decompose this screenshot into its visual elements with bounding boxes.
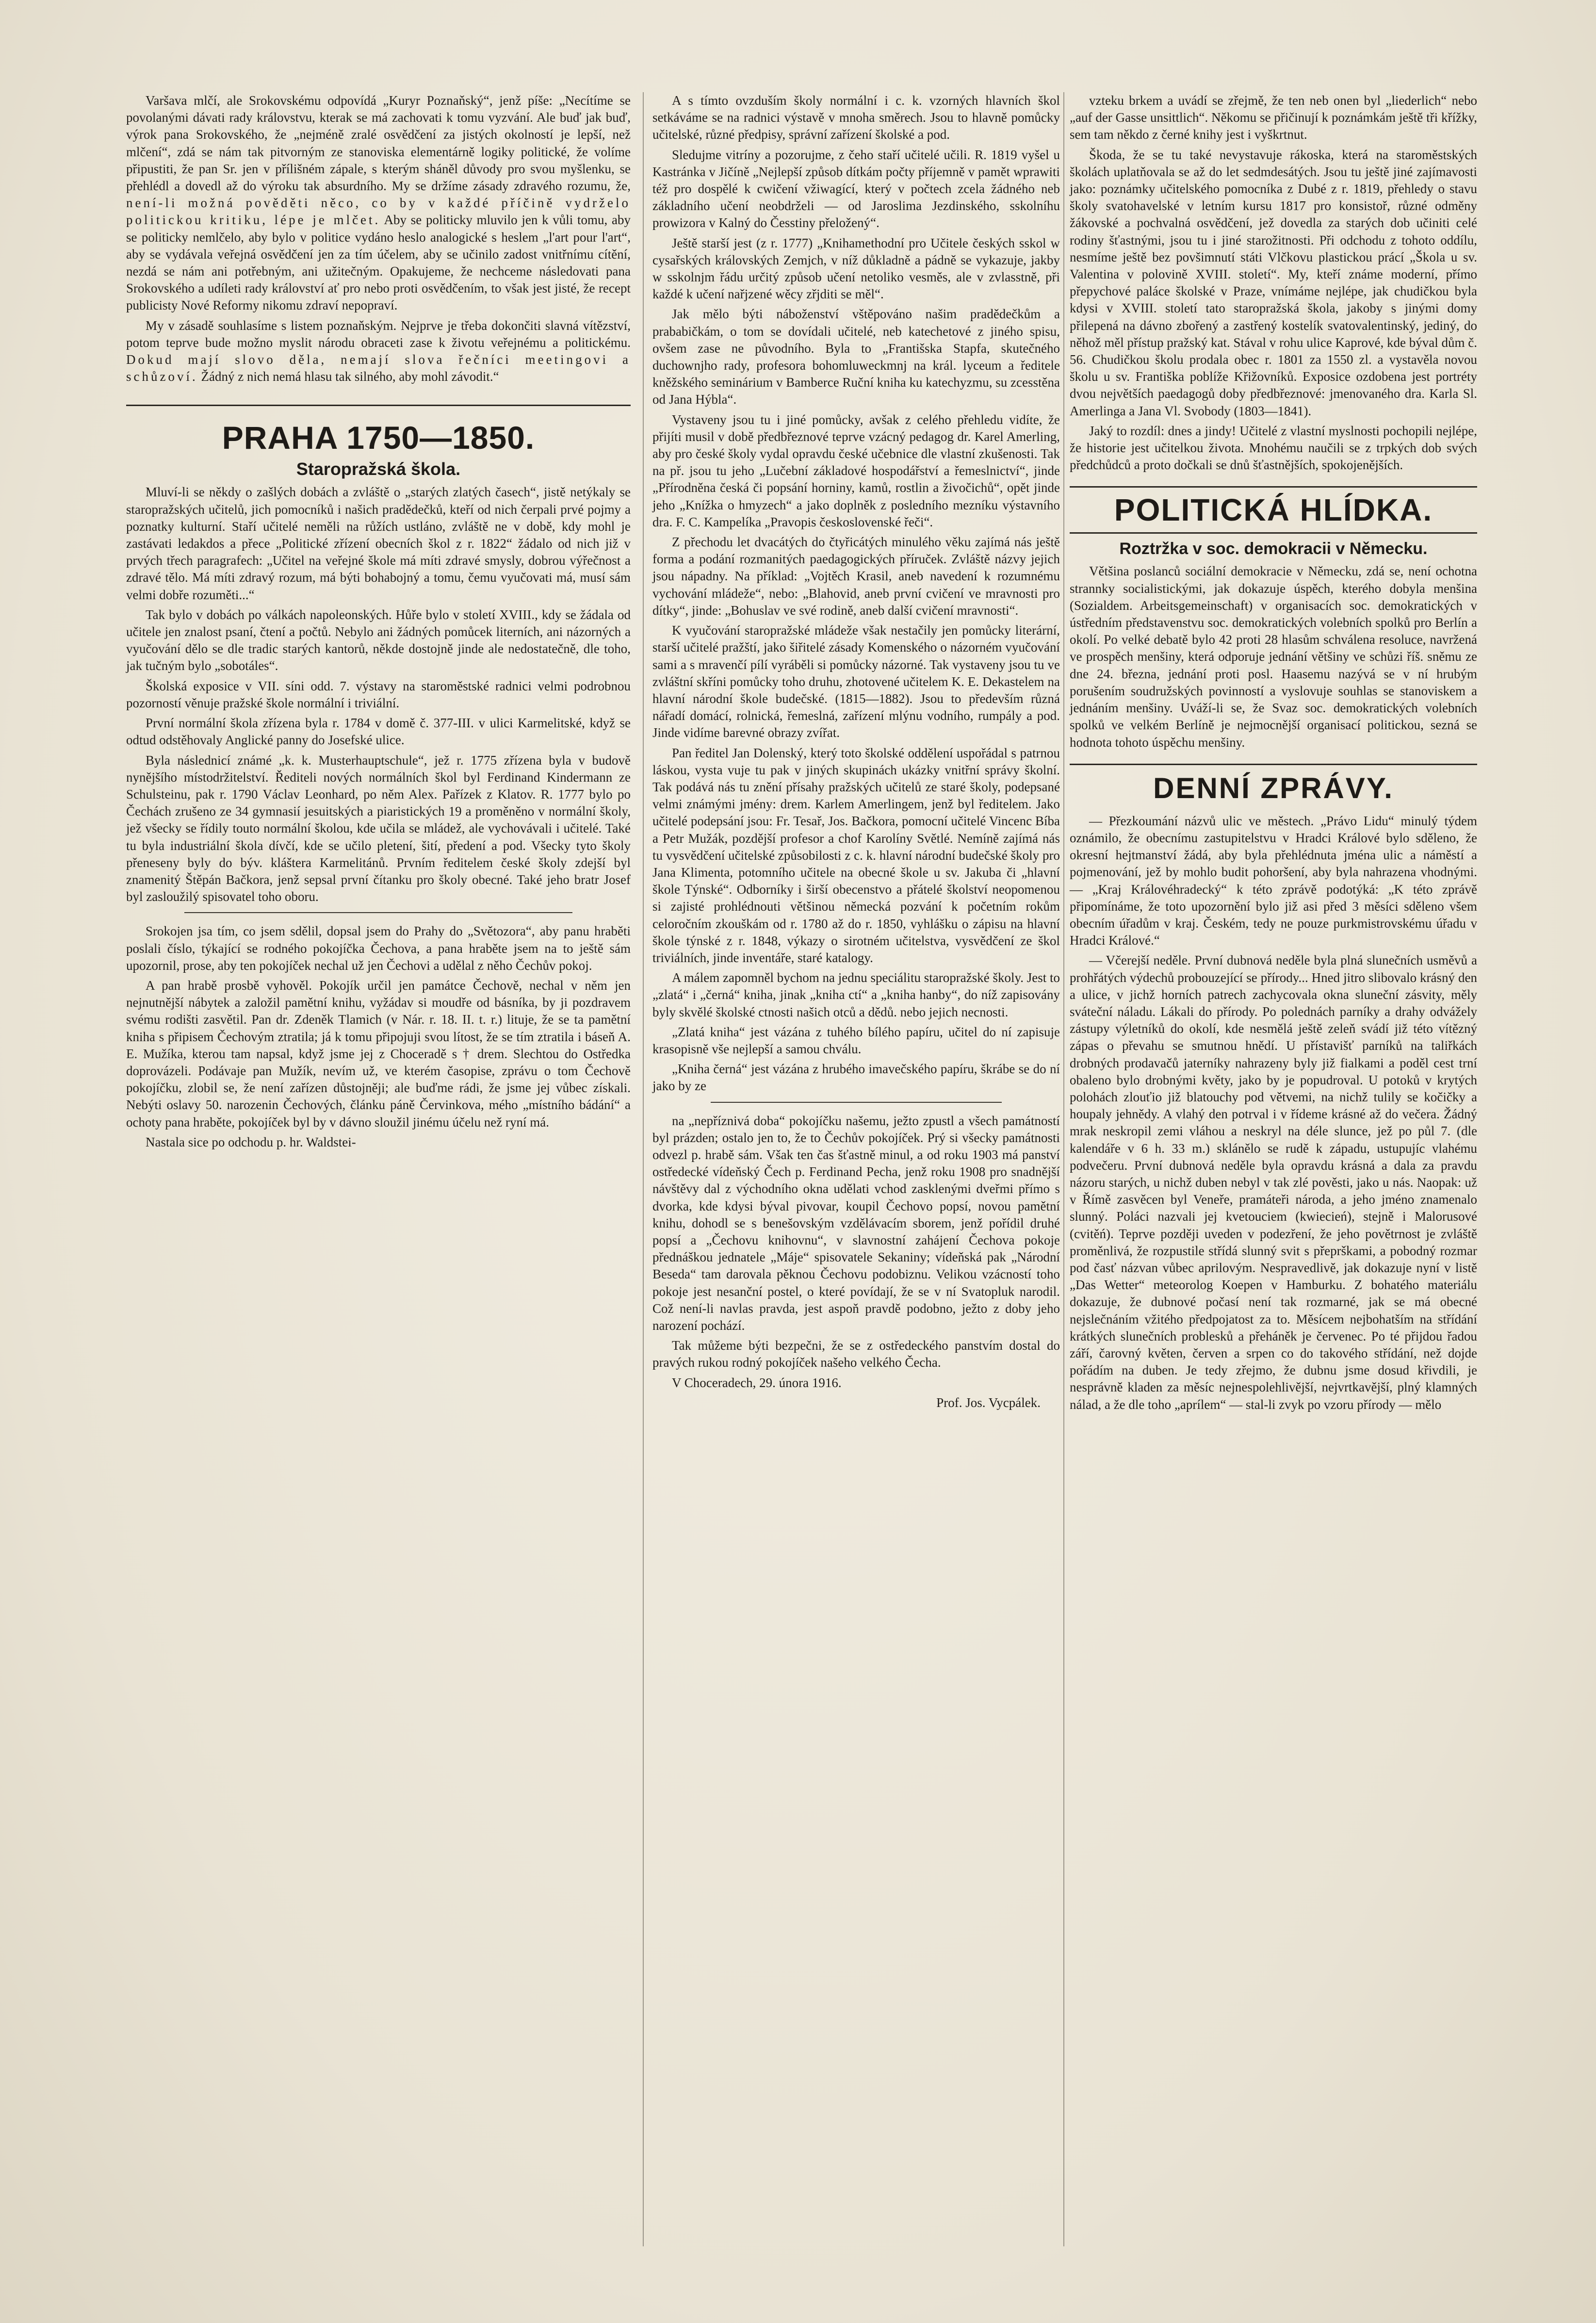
paragraph: Z přechodu let dvacátých do čtyřicátých minulého věku zajímá nás ještě forma a podání rozmanitých paedagogických příruček. Zvláště názvy jejich jsou nápadny. Na příklad: „Vojtěch Krasil, aneb navedení k rozumnému vychování mládeže“, nebo: „Blahovid, aneb první cvičení ve mravnosti pro dítky“, jinde: „Bohuslav ve své rodině, aneb další cvičení mravnosti“. <box>652 535 1060 618</box>
paragraph: Mluví-li se někdy o zašlých dobách a zvláště o „starých zlatých časech“, jistě netýkaly se staropražských učitelů, jich pomocníků i našich pradědečků, kteří od nich čerpali prvé pojmy a poznatky kulturní. Staří učitelé neměli na růžích ustláno, zvláště ne v době, kdy mohl je zastávati ledakdos a přece „Politické zřízení obecních škol z r. 1822“ žádalo od nich již v prvých třech paragrafech: „Učitel na veřejné škole má míti zdravé smysly, dobrou výřečnost a zdravé tělo. Má míti zdravý rozum, má býti bohabojný a tomu, čemu vyučovati má, musí sám velmi dobře rozuměti...“ <box>126 485 631 602</box>
column-2 <box>652 92 1060 1414</box>
column-1 <box>126 92 631 1154</box>
author-signature: Prof. Jos. Vycpálek. <box>936 1395 1041 1410</box>
paragraph: Vystaveny jsou tu i jiné pomůcky, avšak z celého přehledu vidíte, že přijíti musil v době předbřeznové teprve vzácný pedagog dr. Karel Amerling, aby pro české školy vydal opravdu české učebnice dle vlastní zkušenosti. Tak na př. jsou tu jeho „Lučební základové hospodářství a řemeslnictví“, jinde „Přírodněna česká či popsání horniny, kamů, rostlin a živočichů“, opět jinde jeho „Knížka o hmyzech“ a jako doplněk z posledního mezníku výstavního dra. F. C. Kampelíka „Pravopis československé řeči“. <box>652 412 1060 529</box>
paragraph: První normální škola zřízena byla r. 1784 v domě č. 377-III. v ulici Karmelitské, když se odtud odstěhovaly Anglické panny do Josefské ulice. <box>126 716 631 748</box>
section-banner-politics: POLITICKÁ HLÍDKA. <box>1070 486 1477 534</box>
article-subheading: Staropražská škola. <box>296 459 461 479</box>
paragraph: Většina poslanců sociální demokracie v Německu, zdá se, není ochotna strannky socialistickými, jak dokazuje úspěch, kterého dobyla menšina (Sozialdem. Arbeitsgemeinschaft) v organisacích soc. demokratických v ústředním představenstvu soc. demokratických volebních spolků pro Berlín a okolí. Po velké debatě bylo 42 proti 28 hlasům schválena resoluce, navržená ve prospěch menšiny, která odporuje jednání většiny ve schůzi říš. sněmu ze dne 24. března, jednání proti posl. Haasemu nazývá se v ní hrubým porušením soudružských povinností a vyslovuje souhlas se stanoviskem a jednáním menšiny. Uváží-li se, že Svaz soc. demokratických volebních spolků ve velkém Berlíně je nejmocnější organisací politickou, sezná se hodnota tohoto úspěchu menšiny. <box>1070 564 1477 750</box>
article-heading: Roztržka v soc. demokracii v Německu. <box>1119 540 1428 558</box>
paragraph: Pan ředitel Jan Dolenský, který toto školské oddělení uspořádal s patrnou láskou, vysta vuje tu pak v jiných skupinách ukázky vnitřní správy školní. Tak podává nás tu znění přísahy pražských učitelů ze staré školy, podepsané velmi známými jmény: drem. Karlem Amerlingem, jenž byl ředitelem. Jako učitelé podepsání jsou: Fr. Tesař, Jos. Bačkora, pomocní učitelé Vincenc Bíba a Petr Mužák, pozdější profesor a chof Karolíny Světlé. Nemíně zajímá nás tu vysvědčení učitelské způsobilosti z c. k. hlavní národní budečské školy pro Jana Klimenta, potomního učitele na obecné škole u sv. Jakuba či „hlavní škole Týnské“. Odborníky i širší obecenstvo a přátelé školství neopomenou si zajisté prohlédnouti většinou německá pozvání k početním rokům celoročním zkouškám od r. 1780 až do r. 1850, vyhlášku o zápisu na hlavní škole týnské z r. 1848, výkazy o sirotném učitelstva, vysvědčení ze škol triviálních, jinde inventáře, staré katalogy. <box>652 745 1060 965</box>
section-divider <box>711 1102 1002 1103</box>
section-divider <box>184 912 572 913</box>
paragraph: Školská exposice v VII. síni odd. 7. výstavy na staroměstské radnici velmi podrobnou pozorností věnuje pražské škole normální i triviální. <box>126 678 631 710</box>
paragraph: — Přezkoumání názvů ulic ve městech. „Právo Lidu“ minulý týdem oznámilo, že obecnímu zastupitelstvu v Hradci Králové bylo sděleno, že okresní hejtmanství žádá, aby byla přehlédnuta jména ulic a náměstí a pojmenování, jež by mohlo budit pohoršení, aby byla nahrazena vhodnými. — „Kraj Královéhradecký“ k této zprávě podotýká: „K této zprávě připomínáme, že toto upozornění bylo již asi před 3 měsíci sděleno všem obecním úřadům v kraj. Českém, tedy ne pouze purkmistrovskému úřadu v Hradci Králové.“ <box>1070 813 1477 948</box>
paragraph: Nastala sice po odchodu p. hr. Waldstei- <box>146 1134 356 1149</box>
dateline: V Choceradech, 29. února 1916. <box>672 1375 842 1390</box>
paragraph: Srokojen jsa tím, co jsem sdělil, dopsal jsem do Prahy do „Světozora“, aby panu hraběti poslali číslo, týkající se rodného pokojíčka Čechova, a pana hraběte jsem na to ještě sám upozornil, prose, aby ten pokojíček nechal už jen Čechovi a udělal z něho Čechův pokoj. <box>126 924 631 973</box>
paragraph: vzteku brkem a uvádí se zřejmě, že ten neb onen byl „liederlich“ nebo „auf der Gasse unsittlich“. Někomu se přičinují k poznámkám ještě tři křížky, sem tam někdo z černé knihy jest i vyškrtnut. <box>1070 93 1477 142</box>
paragraph: Jak mělo býti náboženství vštěpováno našim pradědečkům a prababičkám, o tom se dovídali učitelé, neb katechetové z jiného spisu, ovšem zase ne původního. Byla to „Františska Stapfa, skutečného duchownjho rady, profesora bohomluweckmnj na král. lyceum a ředitele kněžského seminárium v Bamberce Ruční kniha ku katechyzmu, su zcesstěna od Jana Hýbla“. <box>652 307 1060 407</box>
column-3 <box>1070 92 1477 1416</box>
paragraph: K vyučování staropražské mládeže však nestačily jen pomůcky literární, starší učitelé pražští, jako šiřitelé zásady Komenského o názorném vyučování sami a s mravenčí pílí vyráběli si pomůcky názorné. Tak vystaveny jsou tu ve zvláštní skříni pomůcky toho druhu, zhotovené učitelem K. E. Dekastelem na hlavní národní škole budečské. (1815—1882). Jsou to především různá nářadí domácí, rolnická, řemeslná, zařízení mlýnu vodního, rumpály a pod. Jinde vidíme barevné obrazy zvířat. <box>652 623 1060 740</box>
column-divider <box>643 92 644 2246</box>
paragraph: A s tímto ovzduším školy normální i c. k. vzorných hlavních škol setkáváme se na radnici výstavě v mnoha směrech. Jsou to hlavně pomůcky učitelské, různé předpisy, správní zařízení školské a pod. <box>652 93 1060 142</box>
paragraph: A pan hrabě prosbě vyhověl. Pokojík určil jen památce Čechově, nechal v něm jen nejnutnější nábytek a založil pamětní knihu, vyžádav si moudře od básníka, by ji pozdravem svému rodišti zasvětil. Pan dr. Zdeněk Tlamich (v Nár. r. 18. II. t. r.) lituje, že se ta pamětní kniha s připisem Čechovým ztratila; já k tomu připojuji svou lítost, že se tím ztratila i báseň A. E. Mužíka, kterou tam napsal, když jsme jej z Choceradě s † drem. Slechtou do Ostředka doprovázeli. Podávaje pan Mužík, nevím už, ve kterém časopise, zprávu o tom Čechově pokojíčku, zlobil se, že není zařízen důstojněji; ale buďme rádi, že jsme jej vůbec získali. Nebýti oslavy 50. narozenin Čechových, článku páně Červinkova, mého „místního bádání“ a ochoty pana hraběte, pokojíček byl by v dávno sloužil jinému účelu než ryní má. <box>126 978 631 1129</box>
paragraph: „Kniha černá“ jest vázána z hrubého imavečského papíru, škrábe se do ní jako by ze <box>652 1062 1060 1094</box>
paragraph: My v zásadě souhlasíme s listem poznaňským. Nejprve je třeba dokončiti slavná vítězství, potom teprve bude možno myslit národu obraceti zase k životu veřejnému a politickému. Dokud mají slovo děla, nemají slova řečníci meetingovi a schůzoví. Žádný z nich nemá hlasu tak silného, aby mohl závodit.“ <box>126 318 631 384</box>
paragraph: Škoda, že se tu také nevystavuje rákoska, která na staroměstských školách uplatňovala se až do let sedmdesátých. Jsou tu ještě jiné zajímavosti jako: poznámky učitelského pomocníka z Dubé z r. 1819, přehledy o stavu školy svatohavelské v letním kursu 1817 pro konsistoř, různé odměny žákovské a pochvalná osvědčení, jež dovedla za starých dob učiniti celé rodiny šťastnými, jsou tu i jiné starožitnosti. Při odchodu z tohoto oddílu, nesmíme ještě bez povšimnutí státi Vlčkovu plastickou prácí „Škola u sv. Valentina v polovině XVIII. století“. My, kteří známe moderní, přímo přepychové palácе školské v Praze, vnímáme nejlépe, jak chudičkou byla kdysi v XVIII. století tato staropražská škola, jakoby s jinými domy přilepená na dávno zbořený a zastřený kostelík svatovalentinský, jediný, do něhož měl přístup pražský kat. Stával v rohu ulice Kaprové, kde býval dům č. 56. Chudičkou školu prodala obec r. 1801 za 1550 zl. a vystavěla novou školu u sv. Františka poblíže Křižovníků. Exposice ozdobena jest portréty dvou největších paedagogů doby předbřeznové: jmenovaného dra. Karla Sl. Amerlinga a Jana Vl. Svobody (1803—1841). <box>1070 147 1477 418</box>
paragraph: Byla následnicí známé „k. k. Musterhauptschule“, jež r. 1775 zřízena byla v budově nynějšího místodržitelství. Řediteli nových normálních škol byl Ferdinand Kindermann ze Schulsteinu, pak r. 1790 Václav Leonhard, po něm Alex. Pařízek z Klatov. R. 1777 bylo po Čechách zrušeno ze 34 gymnasií jesuitských a piaristických 19 a proměněno v normální školy, jež všecky se řídily touto normální školou, kde učila se mládež, ale vychovávali i učitelé. Také tu byla industriální škola dívčí, kde se učilo pletení, šití, předení a pod. Všecky tyto školy přeneseny byly do býv. kláštera Karmelitánů. Prvním ředitelem české školy zdejší byl znamenitý Štěpán Bačkora, jenž sepsal první čítanku pro školy obecné. Také jeho bratr Josef byl zasloužilý spisovatel toho oboru. <box>126 753 631 904</box>
paragraph: „Zlatá kniha“ jest vázána z tuhého bílého papíru, učitel do ní zapisuje krasopisně vše nejlepší a samou chválu. <box>652 1024 1060 1056</box>
paragraph: Tak můžeme býti bezpečni, že se z ostředeckého panstvím dostal do pravých rukou rodný pokojíček našeho velkého Čecha. <box>652 1338 1060 1370</box>
paragraph: Ještě starší jest (z r. 1777) „Knihamethodní pro Učitele českých sskol w cysařských královských Zemjch, v níž důkladně a pádně se vykazuje, jakby w sskolnjm řádu určitý způsob učení netoliko vesměs, ale v zvlasstně, při každé k učení nařjzené wěcy zřjditi se měl“. <box>652 235 1060 302</box>
article-heading: PRAHA 1750—1850. <box>126 405 631 456</box>
paragraph: na „nepříznivá doba“ pokojíčku našemu, ježto zpustl a všech památností byl prázden; ostalo jen to, že to Čechův pokojíček. Prý si všecky památnosti odvezl p. hrabě sám. Však ten čas šťastně minul, a od roku 1903 má panství ostředecké vídeňský Čech p. Ferdinand Pecha, jenž roku 1908 pro snadnější návštěvy dal z východního okna udělati vchod zasklenými dveřmi přímo s dvorka, kde kdysi býval pivovar, koupil Čechovo popsí, novou pamětní knihu, dohodl se s benešovským vzdělávacím sborem, jenž pořídil druhé popsí a „Čechovu knihovnu“, v slavnostní zahájení Čechova pokoje přednáškou jednatele „Máje“ spisovatele Sekaniny; vídeňská pak „Národní Beseda“ tam darovala pěknou Čechovu podobiznu. Velikou vzácností toho pokoje jest nesanční postel, o které povídají, že se v ní Svatopluk narodil. Což není-li navlas pravda, jest aspoň pravdě podobno, ježto z doby jeho narození pochází. <box>652 1113 1060 1333</box>
section-banner-daily-news: DENNÍ ZPRÁVY. <box>1070 764 1477 806</box>
paragraph: Tak bylo v dobách po válkách napoleonských. Hůře bylo v století XVIII., kdy se žádala od učitele jen znalost psaní, čtení a počtů. Nebylo ani žádných pomůcek literních, ani názorných a vyučování dělo se dle tradic starých kantorů, někde dostojně jinde ale nedostatečně, dle toho, jak tučným bylo „sobotáles“. <box>126 607 631 673</box>
paragraph: — Včerejší neděle. První dubnová neděle byla plná slunečních usměvů a prohřátých výdechů probouzející se přírody... Hned jitro slibovalo krásný den a ulice, v jichž horních patrech zachycovala okna sluneční zásvity, měly sváteční náladu. Lákali do přírody. Po polednách parníky a drahy odvážely zástupy výletníků do okolí, kde nesmělá ještě zeleň svádí již této vítězný zápas o převahu se smutnou hnědí. U přístavišť parníků na taliřkách drobných prodavačů jaterníky nahrazeny byly již fialkami a poděl cest trní obaleno bylo drobnými květy, jako by je popudroval. U potoků v krytých polohách zlouťio již blatouchy pod větvemi, na nichž tulily se kočičky a houpaly jehnědy. A vlahý den potrval i v řídeme krásné až do večera. Žádný mrak neskropil zemi vláhou a neskryl na déle slunce, jež po půl 7. (dle kalendáře v 6 h. 33 m.) sklánělo se rudě k západu, ustupujíc vlahému podvečeru. První dubnová neděle byla opravdu krásná a dala za pravdu názoru starých, u nichž duben nebyl v tak zlé pověsti, jako u nás. Naopak: už v Římě zasvěcen byl Veneře, pramáteři národa, a jeho jméno znamenalo slunný. Poláci nazvali jej kvetouciem (kwiecień), stejně i Malorusové (cvitěń). Teprve později uveden v podezření, že jeho povětrnost je zvláště proměnlivá, že rozpustile střídá slunný svit s přeprškami, a pobodný rozmar pod časť názvan vůbec aprilovým. Nespravedlivě, jak dokazuje nyní v listě „Das Wetter“ meteorolog Koepen v Hamburku. Z bohatého materiálu dokazuje, že dubnové počasí není tak rozmarné, jak se má obecné nejslečnáním vžitého předpojatost za to. Měsícem nejbohatším na střídání krátkých slunečních problesků a přeháněk je červenec. Po té přijdou řadou září, čarovný květen, červen a srpen co do takového střídání, než dojde pořádím na duben. Je tedy zřejmo, že dubnu jsme dosud křivdili, je nesprávně kladen za měsíc nejnespolehlivější, nejvrtkavější, plný klamných nálad, a že dle toho „aprílem“ — stal-li zvyk po vzoru přírody — mělo <box>1070 953 1477 1412</box>
paragraph: A málem zapomněl bychom na jednu speciálitu staropražské školy. Jest to „zlatá“ i „černá“ kniha, jinak „kniha ctí“ a „kniha hanby“, do níž zapisovány byly skvělé školské ctnosti našich otců a dědů. nebo jejich necnosti. <box>652 970 1060 1019</box>
column-divider <box>1063 92 1064 2246</box>
paragraph: Varšava mlčí, ale Srokovskému odpovídá „Kuryr Poznaňský“, jenž píše: „Necítíme se povolanými dávati rady královstvu, kterak se má zachovati k tomu vyzvání. Ale buď jak buď, výrok pana Srokovského, že „nejméně zralé osvědčení za jistých okolností je lepší, než mlčení“, zdá se nám tak pitvorným ze stanoviska elementárně logiky politické, že volíme připustiti, že pan Sr. jen v přílišném zápale, s kterým sháněl důvody pro svou myšlenku, se přehlédl a dovedl až do výroku tak absurdního. My se držíme zásady zdravého rozumu, že, není-li možná pověděti něco, co by v každé příčině vydrželo politickou kritiku, lépe je mlčet. Aby se politicky mluvilo jen k vůli tomu, aby se politicky nemlčelo, aby bylo v politice vydáno heslo analogické s heslem „l'art pour l'art“, aby se vydávala veřejná osvědčení jen za tím účelem, aby se učinilo zadost vnitřnímu cítění, nezdá se nám ani potřebným, ani užitečným. Opakujeme, že nechceme následovati pana Srokovského a udíleti rady království ať pro nebo proti osvědčením, to však jest jisté, že recept publicisty Nové Reformy nikomu zdraví nepopraví. <box>126 93 631 313</box>
paragraph: Jaký to rozdíl: dnes a jindy! Učitelé z vlastní myslnosti pochopili nejlépe, že historie jest učitelkou života. Mnohému naučili se z trpkých dob svých předchůdců a proto dočkali se dnů šťastnějších, spokojenějších. <box>1070 423 1477 473</box>
paragraph: Sledujme vitríny a pozorujme, z čeho staří učitelé učili. R. 1819 vyšel u Kastránka v Jičíně „Nejlepší způsob dítkám počty příjemně v pamět wprawiti též pro dospělé k cwičení vžiwagící, který v počtech zcela žádného neb základního učení neobdrželi — od Jaroslima Jezdinského, sskolníhu prowizora v Kalný do Česstiny přeložený“. <box>652 147 1060 230</box>
